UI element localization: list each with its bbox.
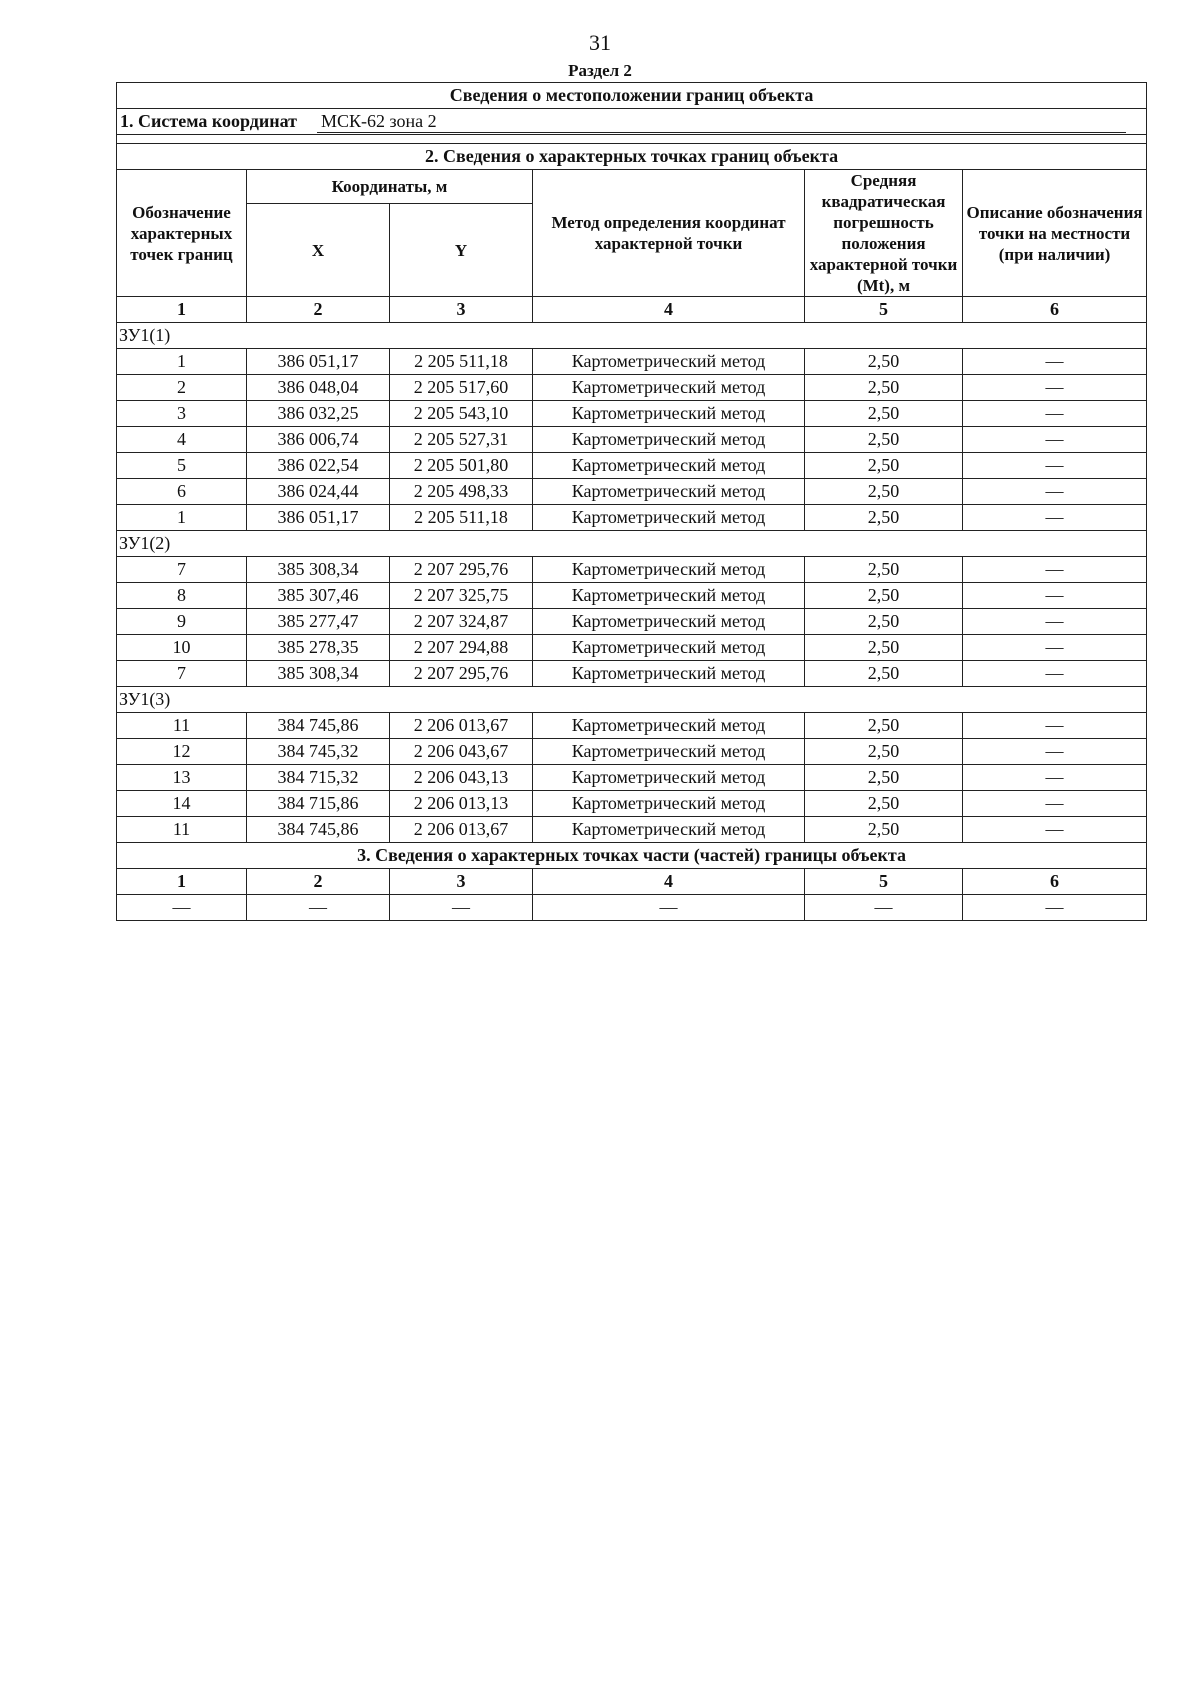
group-row [117,687,1147,713]
table-cell: — [963,791,1147,817]
table-row [117,375,1147,401]
table-cell: 2,50 [805,791,963,817]
table-cell: — [963,817,1147,843]
col-number: 5 [805,869,963,895]
table-cell: 11 [117,817,247,843]
table-cell: — [390,895,533,921]
table-cell: — [247,895,390,921]
group-label: ЗУ1(2) [117,531,1147,557]
table-cell: 2,50 [805,713,963,739]
table-row [117,895,1147,921]
table-cell: — [963,609,1147,635]
col-numbers-row [117,297,1147,323]
table-cell: 2,50 [805,427,963,453]
table-cell: 12 [117,739,247,765]
table-cell: — [963,427,1147,453]
table-cell: 386 051,17 [247,505,390,531]
table-cell: 2,50 [805,661,963,687]
col-number: 3 [390,297,533,323]
table-cell: Картометрический метод [533,713,805,739]
spacer [117,135,1147,144]
table-cell: — [117,895,247,921]
col-number: 2 [247,297,390,323]
table-cell: 385 308,34 [247,661,390,687]
table-cell: Картометрический метод [533,583,805,609]
table-cell: — [963,739,1147,765]
table-cell: 7 [117,557,247,583]
table-cell: 2,50 [805,739,963,765]
page-number: 31 [589,30,611,55]
table-cell: 384 745,86 [247,713,390,739]
coord-system-value: МСК-62 зона 2 [317,111,1126,133]
table-cell: 2,50 [805,817,963,843]
table-row [117,401,1147,427]
table-cell: 6 [117,479,247,505]
table-cell: 2,50 [805,479,963,505]
table-cell: 10 [117,635,247,661]
table-cell: Картометрический метод [533,635,805,661]
table-cell: 386 048,04 [247,375,390,401]
header-title: Сведения о местоположении границ объекта [117,83,1147,109]
table-cell: 386 022,54 [247,453,390,479]
table-cell: Картометрический метод [533,557,805,583]
col-x-header: X [247,204,390,297]
table-cell: Картометрический метод [533,453,805,479]
table-cell: 2,50 [805,505,963,531]
table-cell: 2 207 325,75 [390,583,533,609]
table-row [117,817,1147,843]
table-cell: 2 206 013,67 [390,817,533,843]
col-number: 3 [390,869,533,895]
col-number: 6 [963,297,1147,323]
table-cell: 2 205 527,31 [390,427,533,453]
table-cell: 7 [117,661,247,687]
table-cell: — [963,765,1147,791]
col-number: 5 [805,297,963,323]
col-y-header: Y [390,204,533,297]
table-row [117,635,1147,661]
table-cell: 384 715,86 [247,791,390,817]
table-cell: — [963,349,1147,375]
col-number: 2 [247,869,390,895]
table-cell: 386 006,74 [247,427,390,453]
table-cell: 3 [117,401,247,427]
table-cell: 2 207 295,76 [390,557,533,583]
col-error-header: Средняя квадратическая погрешность положения характерной точки (Mt), м [805,170,963,297]
table-cell: 11 [117,713,247,739]
table-cell: — [963,557,1147,583]
table-row [117,349,1147,375]
table-cell: 2 206 043,13 [390,765,533,791]
table-cell: 2,50 [805,609,963,635]
boundary-table [116,82,1147,921]
table-cell: — [963,479,1147,505]
table-cell: 2,50 [805,583,963,609]
table-cell: Картометрический метод [533,401,805,427]
table-cell: 385 278,35 [247,635,390,661]
table-cell: 2,50 [805,401,963,427]
table-row [117,791,1147,817]
coord-system-row [117,109,1147,135]
table-cell: — [805,895,963,921]
table-cell: — [533,895,805,921]
table-row [117,765,1147,791]
table-cell: 2 207 324,87 [390,609,533,635]
table-cell: 386 024,44 [247,479,390,505]
table-cell: 2 207 295,76 [390,661,533,687]
points-title: 2. Сведения о характерных точках границ объекта [117,144,1147,170]
table-cell: 2 [117,375,247,401]
table-cell: — [963,713,1147,739]
table-cell: 384 715,32 [247,765,390,791]
table-cell: Картометрический метод [533,765,805,791]
col-number: 4 [533,297,805,323]
col-number: 4 [533,869,805,895]
table-cell: 14 [117,791,247,817]
col-coords-header: Координаты, м [247,170,533,204]
table-cell: — [963,583,1147,609]
table-cell: 2 205 501,80 [390,453,533,479]
table-cell: Картометрический метод [533,479,805,505]
table-cell: — [963,895,1147,921]
table-cell: 2 205 498,33 [390,479,533,505]
table-cell: Картометрический метод [533,427,805,453]
table-row [117,427,1147,453]
table-cell: — [963,505,1147,531]
table-cell: 2,50 [805,765,963,791]
table-cell: 8 [117,583,247,609]
table-cell: — [963,635,1147,661]
table-cell: 2 206 043,67 [390,739,533,765]
group-row [117,531,1147,557]
group-label: ЗУ1(3) [117,687,1147,713]
table-cell: Картометрический метод [533,609,805,635]
table-cell: 9 [117,609,247,635]
table-cell: 384 745,86 [247,817,390,843]
coord-system-label: 1. Система координат [120,110,297,131]
table-cell: 2 206 013,13 [390,791,533,817]
table-cell: Картометрический метод [533,791,805,817]
table-cell: Картометрический метод [533,505,805,531]
table-cell: 2,50 [805,453,963,479]
table-cell: Картометрический метод [533,739,805,765]
table-cell: 4 [117,427,247,453]
col-number: 1 [117,869,247,895]
table-cell: 2 205 511,18 [390,505,533,531]
section-title: Раздел 2 [568,61,632,80]
table-row [117,479,1147,505]
table-cell: 2 205 511,18 [390,349,533,375]
table-cell: 385 308,34 [247,557,390,583]
table-cell: 2,50 [805,375,963,401]
table-cell: Картометрический метод [533,349,805,375]
table-cell: 1 [117,349,247,375]
table-cell: 386 051,17 [247,349,390,375]
table-cell: 385 307,46 [247,583,390,609]
col-number: 1 [117,297,247,323]
table-row [117,661,1147,687]
table-cell: 386 032,25 [247,401,390,427]
table-cell: — [963,401,1147,427]
col-description-header: Описание обозначения точки на местности (при наличии) [963,170,1147,297]
table-cell: 2 207 294,88 [390,635,533,661]
table-row [117,557,1147,583]
table-row [117,609,1147,635]
table-cell: — [963,375,1147,401]
group-label: ЗУ1(1) [117,323,1147,349]
table-row [117,505,1147,531]
parts-title: 3. Сведения о характерных точках части (частей) границы объекта [117,843,1147,869]
table-cell: 2 205 517,60 [390,375,533,401]
table-cell: Картометрический метод [533,661,805,687]
table-row [117,583,1147,609]
table-cell: 2,50 [805,557,963,583]
col-method-header: Метод определения координат характерной точки [533,170,805,297]
table-row [117,739,1147,765]
table-cell: — [963,661,1147,687]
table-cell: Картометрический метод [533,375,805,401]
table-cell: Картометрический метод [533,817,805,843]
table-cell: 2 205 543,10 [390,401,533,427]
table-cell: 2,50 [805,349,963,375]
table-cell: 1 [117,505,247,531]
table-cell: 5 [117,453,247,479]
table-cell: 385 277,47 [247,609,390,635]
parts-col-numbers-row [117,869,1147,895]
table-row [117,713,1147,739]
table-cell: 2,50 [805,635,963,661]
table-cell: 13 [117,765,247,791]
col-number: 6 [963,869,1147,895]
table-cell: 384 745,32 [247,739,390,765]
group-row [117,323,1147,349]
table-cell: — [963,453,1147,479]
table-row [117,453,1147,479]
col-designation-header: Обозначение характерных точек границ [117,170,247,297]
table-cell: 2 206 013,67 [390,713,533,739]
